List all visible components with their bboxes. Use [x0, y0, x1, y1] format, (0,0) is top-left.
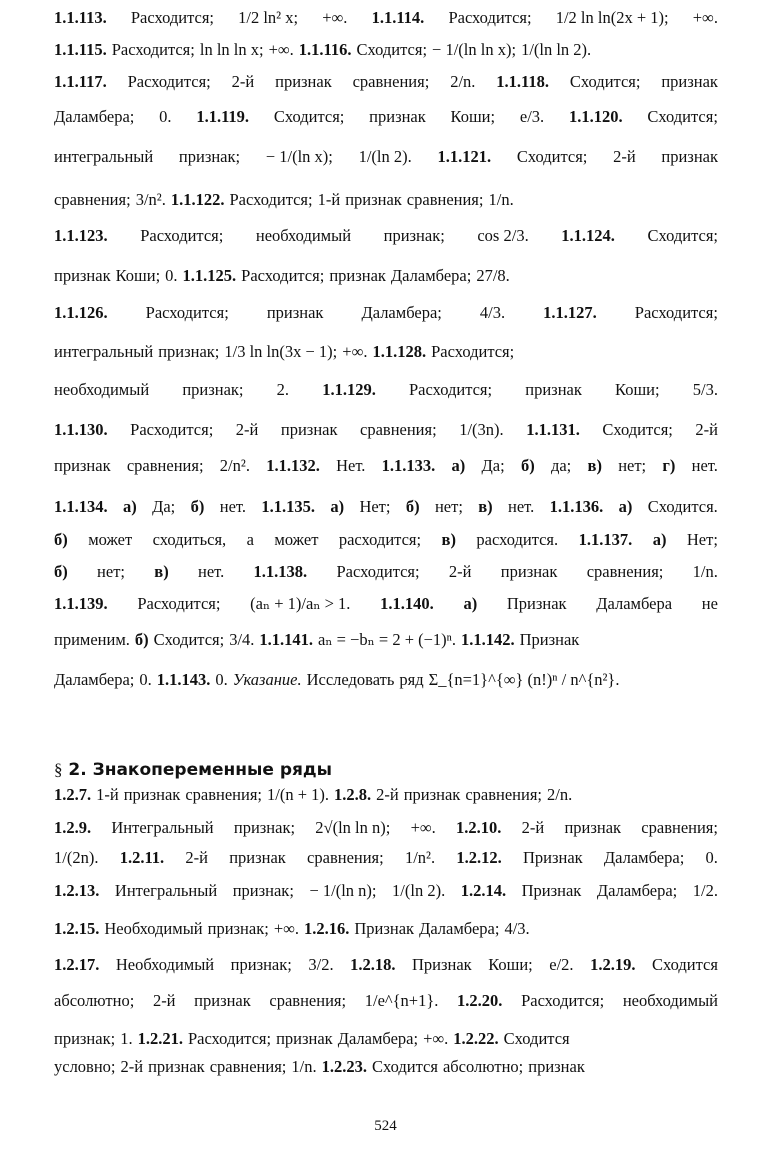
text-token: ряд: [399, 669, 424, 689]
problem-number: 1.2.18.: [350, 954, 396, 974]
text-token: Нет.: [336, 455, 366, 475]
text-token: Расходится;: [130, 7, 214, 27]
problem-number: 1.2.21.: [137, 1028, 183, 1048]
problem-number: 1.1.127.: [543, 302, 597, 322]
text-token: расходится.: [476, 529, 559, 549]
text-line: [54, 446, 718, 486]
text-token: сравнения;: [465, 784, 543, 804]
text-token: необходимый: [54, 379, 150, 399]
text-token: признак: [275, 71, 332, 91]
text-token: признак;: [54, 1028, 116, 1048]
text-token: 2-й: [235, 419, 259, 439]
text-token: б): [520, 455, 535, 475]
text-token: 1/2 ln ln(2x + 1);: [555, 7, 669, 27]
text-token: Расходится;: [187, 1028, 272, 1048]
text-token: 1/n.: [291, 1056, 317, 1076]
text-token: Расходится;: [111, 39, 195, 59]
problem-number: 1.1.126.: [54, 302, 108, 322]
text-token: 1/3 ln ln(3x − 1);: [224, 341, 338, 361]
text-token: признак: [54, 265, 111, 285]
text-token: 0.: [215, 669, 228, 689]
text-token: а): [330, 496, 345, 516]
problem-number: 1.1.143.: [156, 669, 211, 689]
text-token: Даламбера;: [603, 847, 685, 867]
text-token: б): [190, 496, 205, 516]
text-token: 3/n².: [135, 189, 166, 209]
problem-number: 1.1.121.: [437, 146, 492, 166]
problem-number: 1.1.139.: [54, 593, 108, 613]
text-token: признак: [276, 1028, 333, 1048]
text-token: нет.: [198, 561, 225, 581]
text-token: в): [441, 529, 456, 549]
text-token: нет.: [691, 455, 718, 475]
text-token: Признак: [522, 847, 583, 867]
text-token: а): [451, 455, 466, 475]
text-line: [54, 216, 718, 256]
text-token: 0.: [159, 106, 172, 126]
problem-number: 1.1.122.: [170, 189, 225, 209]
text-line: [54, 332, 718, 372]
text-token: Признак: [521, 880, 582, 900]
text-line: [54, 180, 718, 220]
problem-number: 1.1.132.: [266, 455, 320, 475]
problem-number: 1.1.138.: [253, 561, 308, 581]
text-token: Расходится;: [241, 265, 325, 285]
problem-number: 1.1.135.: [261, 496, 315, 516]
text-token: признак: [148, 1056, 205, 1076]
text-token: нет.: [508, 496, 535, 516]
text-token: Расходится;: [408, 379, 493, 399]
text-token: 2-й: [376, 784, 399, 804]
problem-number: 1.1.140.: [380, 593, 434, 613]
text-token: сравнения;: [586, 561, 664, 581]
text-token: 0.: [165, 265, 178, 285]
text-token: необходимый: [622, 990, 718, 1010]
text-token: +∞.: [268, 39, 294, 59]
text-token: нет;: [434, 496, 463, 516]
text-token: Расходится;: [127, 71, 211, 91]
text-token: сравнения;: [352, 71, 430, 91]
text-token: не: [701, 593, 718, 613]
problem-number: 1.1.123.: [54, 225, 108, 245]
text-line: [54, 137, 718, 177]
text-token: сравнения;: [360, 419, 437, 439]
problem-number: 1.1.113.: [54, 7, 107, 27]
text-line: [54, 620, 718, 660]
text-token: Интегральный: [111, 817, 214, 837]
text-token: 1/(ln ln 2).: [521, 39, 592, 59]
text-token: признак: [500, 561, 558, 581]
text-token: признак: [528, 1056, 585, 1076]
problem-number: 1.1.134.: [54, 496, 108, 516]
text-token: 1/(n + 1).: [267, 784, 330, 804]
text-token: Расходится;: [130, 419, 214, 439]
text-token: e/2.: [549, 954, 574, 974]
section-heading: [54, 760, 332, 780]
text-token: в): [587, 455, 602, 475]
text-token: Расходится;: [140, 225, 224, 245]
text-token: 2√(ln ln n);: [315, 817, 391, 837]
text-token: cos 2/3.: [477, 225, 529, 245]
text-token: а): [618, 496, 633, 516]
text-token: нет;: [97, 561, 125, 581]
text-token: б): [54, 529, 68, 549]
problem-number: 1.1.120.: [568, 106, 623, 126]
text-token: признак: [280, 419, 338, 439]
text-token: Даламбера: [596, 593, 673, 613]
text-token: 3/4.: [229, 629, 255, 649]
text-token: 2-й: [120, 1056, 144, 1076]
text-token: Расходится;: [634, 302, 718, 322]
text-token: 2-й: [185, 847, 208, 867]
text-token: признак: [661, 71, 718, 91]
text-token: 0.: [139, 669, 152, 689]
text-token: Да;: [481, 455, 505, 475]
problem-number: 1.1.124.: [561, 225, 615, 245]
text-token: 0.: [705, 847, 718, 867]
text-token: Сходится: [651, 954, 718, 974]
text-token: признак;: [207, 918, 269, 938]
text-token: 2-й: [152, 990, 176, 1010]
text-token: может: [274, 529, 319, 549]
text-token: 1/2.: [692, 880, 718, 900]
text-token: сходиться,: [152, 529, 227, 549]
text-token: Даламбера;: [361, 302, 442, 322]
text-token: Сходится: [503, 1028, 570, 1048]
text-token: 1/n.: [692, 561, 718, 581]
text-token: Признак: [354, 918, 415, 938]
text-token: Даламбера;: [337, 1028, 419, 1048]
text-token: б): [54, 561, 68, 581]
text-token: 27/8.: [476, 265, 510, 285]
text-token: да;: [550, 455, 572, 475]
text-token: +∞.: [273, 918, 300, 938]
text-token: Необходимый: [104, 918, 203, 938]
problem-number: 1.1.133.: [381, 455, 436, 475]
text-token: признак: [266, 302, 324, 322]
text-token: г): [662, 455, 676, 475]
text-line: [54, 945, 718, 985]
text-line: [54, 256, 718, 296]
text-token: Нет;: [359, 496, 391, 516]
text-token: абсолютно;: [54, 990, 135, 1010]
text-line: [54, 370, 718, 410]
text-token: +∞.: [342, 341, 368, 361]
text-token: Расходится;: [336, 561, 420, 581]
text-token: 1/n².: [404, 847, 436, 867]
text-line: [54, 410, 718, 450]
text-token: сравнения;: [641, 817, 718, 837]
text-token: 2-й: [448, 561, 472, 581]
text-token: 2.: [276, 379, 290, 399]
text-token: 1/(ln 2).: [392, 880, 446, 900]
text-token: признак: [123, 784, 181, 804]
text-token: Σ_{n=1}^{∞} (n!)ⁿ / n^{n²}.: [428, 669, 620, 689]
problem-number: 1.2.17.: [54, 954, 100, 974]
problem-number: 1.2.13.: [54, 880, 100, 900]
text-token: признак;: [232, 880, 294, 900]
text-token: Сходится;: [647, 106, 718, 126]
problem-number: 1.2.16.: [304, 918, 350, 938]
text-token: признак: [564, 817, 622, 837]
text-token: признак: [403, 784, 461, 804]
text-line: [54, 981, 718, 1021]
problem-number: 1.1.131.: [526, 419, 580, 439]
text-token: Даламбера;: [390, 265, 472, 285]
text-token: Признак: [506, 593, 567, 613]
text-token: +∞.: [410, 817, 436, 837]
text-line: [54, 62, 718, 102]
text-token: 1-й: [317, 189, 341, 209]
text-token: сравнения;: [406, 189, 484, 209]
text-token: а): [463, 593, 478, 613]
text-line: [54, 909, 718, 949]
problem-number: 1.1.116.: [298, 39, 352, 59]
problem-number: 1.1.130.: [54, 419, 108, 439]
text-token: Сходится;: [516, 146, 588, 166]
problem-number: 1.2.15.: [54, 918, 100, 938]
problem-number: 1.2.7.: [54, 784, 92, 804]
text-token: 1/(3n).: [459, 419, 504, 439]
text-token: сравнения;: [307, 847, 384, 867]
problem-number: 1.1.125.: [182, 265, 237, 285]
text-token: а): [122, 496, 137, 516]
text-token: − 1/(ln ln x);: [432, 39, 517, 59]
text-token: 1.: [120, 1028, 133, 1048]
text-token: признак;: [178, 146, 241, 166]
text-token: Расходится;: [431, 341, 515, 361]
text-token: признак: [661, 146, 718, 166]
text-token: Коши;: [615, 379, 660, 399]
text-token: Сходится.: [647, 496, 718, 516]
text-token: Расходится;: [521, 990, 605, 1010]
text-token: признак;: [383, 225, 445, 245]
problem-number: 1.1.141.: [259, 629, 314, 649]
text-token: Исследовать: [306, 669, 395, 689]
text-token: Да;: [152, 496, 176, 516]
problem-number: 1.2.23.: [321, 1056, 367, 1076]
problem-number: 1.1.128.: [372, 341, 427, 361]
text-token: нет.: [219, 496, 246, 516]
text-token: абсолютно;: [442, 1056, 524, 1076]
text-token: в): [478, 496, 493, 516]
text-token: а: [246, 529, 254, 549]
text-token: Даламбера;: [54, 669, 135, 689]
text-token: интегральный: [54, 146, 154, 166]
text-token: Нет;: [686, 529, 718, 549]
text-token: Сходится;: [356, 39, 428, 59]
text-token: признак: [54, 455, 111, 475]
problem-number: 1.1.137.: [578, 529, 633, 549]
text-token: Коши;: [450, 106, 496, 126]
text-line: [54, 97, 718, 137]
text-token: применим.: [54, 629, 130, 649]
text-token: признак: [229, 847, 286, 867]
text-line: [54, 1047, 718, 1087]
text-token: Расходится;: [448, 7, 532, 27]
text-token: 4/3.: [479, 302, 506, 322]
text-token: 5/3.: [692, 379, 718, 399]
text-token: 2/n.: [547, 784, 573, 804]
text-token: в): [154, 561, 169, 581]
problem-number: 1.1.119.: [196, 106, 250, 126]
text-token: нет;: [618, 455, 647, 475]
text-token: 4/3.: [504, 918, 530, 938]
problem-number: 1.2.14.: [460, 880, 507, 900]
text-token: сравнения;: [209, 1056, 287, 1076]
section-symbol: §: [54, 760, 63, 779]
text-token: Расходится;: [229, 189, 313, 209]
text-token: а): [652, 529, 667, 549]
text-token: +∞.: [692, 7, 718, 27]
text-token: 1/n.: [488, 189, 514, 209]
text-token: (aₙ + 1)/aₙ > 1.: [250, 593, 351, 613]
problem-number: 1.2.22.: [453, 1028, 499, 1048]
text-token: признак;: [230, 954, 292, 974]
text-token: 1/(2n).: [54, 847, 99, 867]
text-token: Коши;: [115, 265, 161, 285]
text-token: б): [134, 629, 149, 649]
text-token: 2/n².: [219, 455, 250, 475]
problem-number: 1.2.10.: [456, 817, 502, 837]
text-line: [54, 584, 718, 624]
text-token: признак: [369, 106, 426, 126]
problem-number: 1.2.9.: [54, 817, 92, 837]
text-token: Указание.: [232, 669, 302, 689]
text-token: интегральный: [54, 341, 154, 361]
text-token: Даламбера;: [54, 106, 135, 126]
text-token: б): [405, 496, 420, 516]
problem-number: 1.1.136.: [549, 496, 604, 516]
text-token: Необходимый: [115, 954, 215, 974]
problem-number: 1.2.19.: [590, 954, 636, 974]
text-token: 1/2 ln² x;: [238, 7, 299, 27]
text-line: [54, 871, 718, 911]
text-token: необходимый: [255, 225, 352, 245]
text-token: Сходится: [371, 1056, 438, 1076]
page-number: 524: [374, 1118, 397, 1134]
text-token: признак: [525, 379, 582, 399]
text-token: Даламбера;: [596, 880, 678, 900]
text-token: Сходится;: [153, 629, 225, 649]
problem-number: 1.2.8.: [334, 784, 372, 804]
text-token: aₙ = −bₙ = 2 + (−1)ⁿ.: [318, 629, 456, 649]
text-token: расходится;: [338, 529, 422, 549]
text-token: Расходится;: [145, 302, 229, 322]
problem-number: 1.1.142.: [461, 629, 515, 649]
text-token: Сходится;: [647, 225, 718, 245]
text-token: 1/(ln 2).: [358, 146, 412, 166]
text-token: признак;: [182, 379, 244, 399]
problem-number: 1.1.117.: [54, 71, 107, 91]
section-title: 2. Знакопеременные ряды: [68, 760, 333, 780]
problem-number: 1.1.129.: [322, 379, 376, 399]
text-token: Признак: [411, 954, 472, 974]
text-line: [54, 293, 718, 333]
text-token: Расходится;: [137, 593, 221, 613]
text-token: условно;: [54, 1056, 116, 1076]
text-token: 1-й: [96, 784, 119, 804]
text-token: Даламбера;: [419, 918, 500, 938]
text-token: ln ln ln x;: [199, 39, 264, 59]
problem-number: 1.1.115.: [54, 39, 107, 59]
text-token: Коши;: [488, 954, 533, 974]
text-token: 1/e^{n+1}.: [364, 990, 439, 1010]
problem-number: 1.2.20.: [457, 990, 503, 1010]
text-token: сравнения;: [54, 189, 131, 209]
text-token: Сходится;: [602, 419, 673, 439]
text-token: − 1/(ln n);: [309, 880, 377, 900]
text-token: сравнения;: [126, 455, 204, 475]
text-token: признак: [345, 189, 402, 209]
text-token: сравнения;: [185, 784, 262, 804]
text-token: +∞.: [423, 1028, 449, 1048]
text-token: +∞.: [322, 7, 348, 27]
text-token: признак;: [158, 341, 220, 361]
text-token: Интегральный: [114, 880, 218, 900]
problem-number: 1.1.114.: [371, 7, 425, 27]
text-token: признак: [329, 265, 386, 285]
text-token: Признак: [519, 629, 580, 649]
text-token: признак;: [233, 817, 296, 837]
text-line: [54, 660, 718, 700]
text-token: сравнения;: [269, 990, 347, 1010]
text-token: 2-й: [521, 817, 545, 837]
text-token: признак: [194, 990, 251, 1010]
text-token: e/3.: [519, 106, 545, 126]
text-token: 2-й: [613, 146, 636, 166]
text-token: 2-й: [695, 419, 718, 439]
text-token: Сходится;: [273, 106, 345, 126]
text-token: − 1/(ln x);: [265, 146, 333, 166]
text-token: 3/2.: [308, 954, 334, 974]
text-token: Сходится;: [569, 71, 641, 91]
problem-number: 1.1.118.: [496, 71, 550, 91]
problem-number: 1.2.11.: [119, 847, 165, 867]
text-token: 2/n.: [450, 71, 476, 91]
text-token: 2-й: [231, 71, 255, 91]
text-token: может: [88, 529, 133, 549]
problem-number: 1.2.12.: [456, 847, 502, 867]
